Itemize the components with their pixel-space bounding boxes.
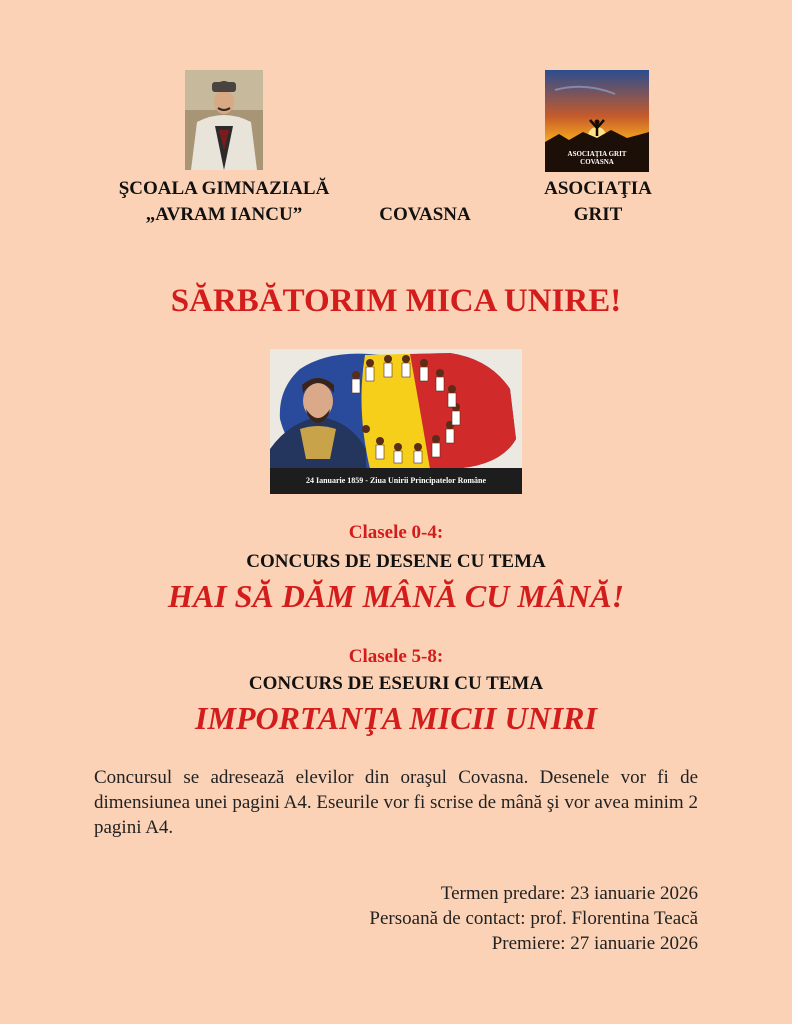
logo-text-line1: ASOCIAŢIA GRIT (567, 150, 627, 158)
school-name (94, 176, 354, 228)
association-name (510, 176, 686, 228)
contact-line: Persoană de contact: prof. Florentina Teacă (369, 908, 698, 929)
school-name-line2: „AVRAM IANCU” (145, 204, 303, 225)
section2-contest: CONCURS DE ESEURI CU TEMA (248, 673, 544, 694)
section2-theme: IMPORTANŢA MICII UNIRI (195, 700, 597, 736)
awards-line: Premiere: 27 ianuarie 2026 (491, 933, 698, 954)
avram-iancu-portrait (185, 70, 263, 170)
banner-caption: 24 Ianuarie 1859 - Ziua Unirii Principatelor Române (270, 468, 522, 494)
page-title: SĂRBĂTORIM MICA UNIRE! (170, 283, 622, 319)
contest-details (369, 881, 698, 956)
section1-theme: HAI SĂ DĂM MÂNĂ CU MÂNĂ! (167, 578, 625, 614)
city-name: COVASNA (379, 204, 471, 225)
school-name-line1: ŞCOALA GIMNAZIALĂ (118, 178, 330, 199)
association-name-line1: ASOCIAŢIA (544, 178, 652, 199)
unification-banner (270, 349, 522, 494)
association-name-line2: GRIT (573, 204, 623, 225)
section1-grades: Clasele 0-4: (348, 522, 444, 543)
contest-description: Concursul se adresează elevilor din oraşul Covasna. Desenele vor fi de dimensiunea unei pagini A4. Eseurile vor fi scrise de mână şi vor avea minim 2 pagini A4. (94, 767, 698, 838)
deadline-line: Termen predare: 23 ianuarie 2026 (440, 883, 698, 904)
grit-association-logo (545, 70, 649, 172)
section1-contest: CONCURS DE DESENE CU TEMA (246, 551, 546, 572)
logo-text-line2: COVASNA (580, 158, 614, 166)
section2-grades: Clasele 5-8: (348, 646, 444, 667)
